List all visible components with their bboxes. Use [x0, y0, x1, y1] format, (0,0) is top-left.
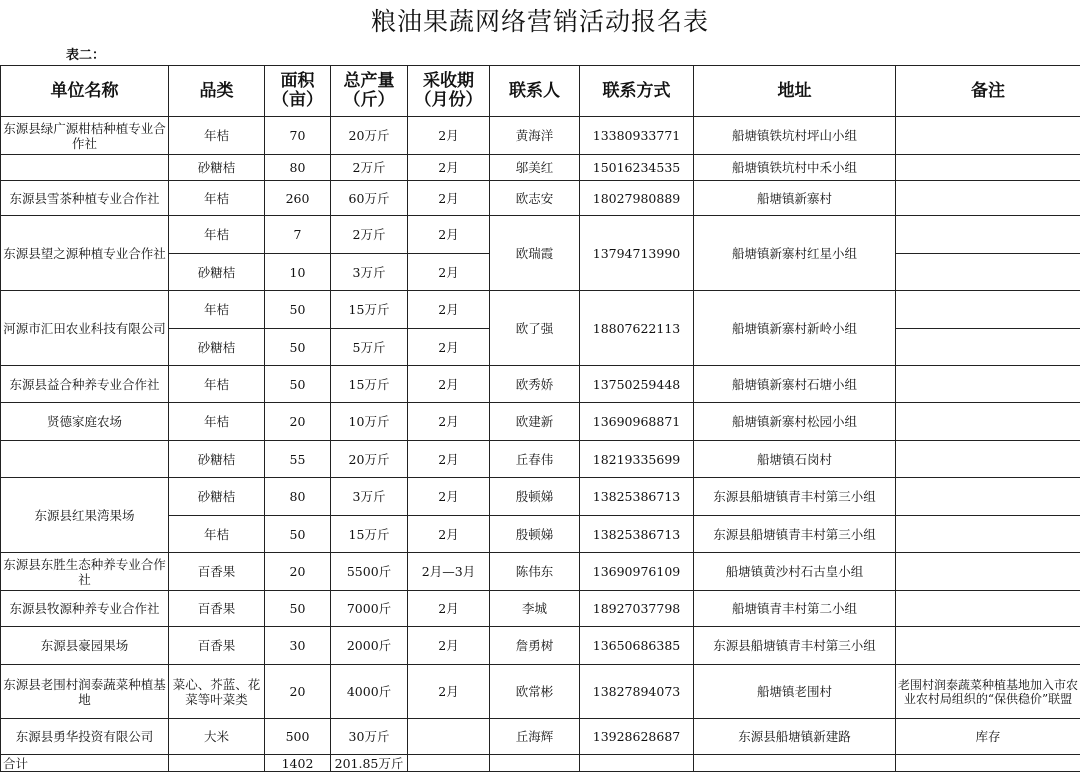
harvest-cell: [408, 719, 490, 755]
remark-cell: 库存: [896, 719, 1080, 755]
remark-cell: 老围村润泰蔬菜种植基地加入市农业农村局组织的“保供稳价”联盟: [896, 665, 1080, 719]
header-remark: 备注: [896, 66, 1080, 117]
harvest-cell: 2月: [408, 291, 490, 329]
harvest-cell: 2月: [408, 216, 490, 254]
unit-cell: 东源县豪园果场: [1, 627, 169, 665]
category-cell: 年桔: [169, 117, 265, 155]
harvest-cell: 2月: [408, 181, 490, 216]
output-cell: 5万斤: [331, 329, 408, 366]
table-row: [1, 441, 1080, 478]
category-cell: 砂糖桔: [169, 155, 265, 181]
table-subtitle: 表二：: [66, 44, 105, 63]
header-harvest: 采收期（月份）: [408, 66, 490, 117]
output-cell: 2000斤: [331, 627, 408, 665]
category-cell: 年桔: [169, 216, 265, 254]
contact-cell: 邬美红: [490, 155, 580, 181]
address-cell: 船塘镇新寨村石塘小组: [694, 366, 896, 403]
table-row: [1, 155, 1080, 181]
table-row: [1, 181, 1080, 216]
output-cell: 15万斤: [331, 516, 408, 553]
remark-cell: [896, 441, 1080, 478]
contact-cell: 丘春伟: [490, 441, 580, 478]
harvest-cell: 2月: [408, 403, 490, 441]
unit-cell: 东源县老围村润泰蔬菜种植基地: [1, 665, 169, 719]
output-cell: 3万斤: [331, 254, 408, 291]
header-unit: 单位名称: [1, 66, 169, 117]
phone-cell: 13928628687: [580, 719, 694, 755]
harvest-cell: 2月: [408, 254, 490, 291]
area-cell: 80: [265, 478, 331, 516]
contact-cell: 殷顿娣: [490, 516, 580, 553]
phone-cell: 13650686385: [580, 627, 694, 665]
unit-cell: 贤德家庭农场: [1, 403, 169, 441]
header-phone: 联系方式: [580, 66, 694, 117]
header-address: 地址: [694, 66, 896, 117]
area-cell: 500: [265, 719, 331, 755]
total-label: 合计: [1, 755, 169, 772]
unit-cell: 东源县红果湾果场: [1, 478, 169, 553]
table-row: [1, 291, 1080, 329]
contact-cell: 欧了强: [490, 291, 580, 366]
output-cell: 4000斤: [331, 665, 408, 719]
remark-cell: [896, 627, 1080, 665]
total-area: 1402: [265, 755, 331, 772]
category-cell: 菜心、芥蓝、花菜等叶菜类: [169, 665, 265, 719]
output-cell: 15万斤: [331, 291, 408, 329]
area-cell: 30: [265, 627, 331, 665]
unit-cell: 河源市汇田农业科技有限公司: [1, 291, 169, 366]
area-cell: 50: [265, 329, 331, 366]
category-cell: 百香果: [169, 627, 265, 665]
remark-cell: [896, 254, 1080, 291]
table-row: [1, 553, 1080, 591]
output-cell: 2万斤: [331, 155, 408, 181]
address-cell: 东源县船塘镇新建路: [694, 719, 896, 755]
total-output: 201.85万斤: [331, 755, 408, 772]
category-cell: 砂糖桔: [169, 254, 265, 291]
area-cell: 50: [265, 291, 331, 329]
remark-cell: [896, 216, 1080, 254]
remark-cell: [896, 516, 1080, 553]
category-cell: 年桔: [169, 291, 265, 329]
contact-cell: 欧志安: [490, 181, 580, 216]
harvest-cell: 2月: [408, 155, 490, 181]
category-cell: 百香果: [169, 591, 265, 627]
contact-cell: 黄海洋: [490, 117, 580, 155]
phone-cell: 15016234535: [580, 155, 694, 181]
table-row: [1, 366, 1080, 403]
harvest-cell: 2月: [408, 366, 490, 403]
harvest-cell: 2月: [408, 591, 490, 627]
area-cell: 10: [265, 254, 331, 291]
page-title: 粮油果蔬网络营销活动报名表: [0, 2, 1080, 38]
unit-cell: [1, 155, 169, 181]
harvest-cell: 2月: [408, 516, 490, 553]
phone-cell: 18807622113: [580, 291, 694, 366]
output-cell: 20万斤: [331, 441, 408, 478]
output-cell: 10万斤: [331, 403, 408, 441]
category-cell: 年桔: [169, 366, 265, 403]
table-row: [1, 591, 1080, 627]
contact-cell: 陈伟东: [490, 553, 580, 591]
header-output: 总产量（斤）: [331, 66, 408, 117]
harvest-cell: 2月: [408, 329, 490, 366]
area-cell: 70: [265, 117, 331, 155]
phone-cell: 18027980889: [580, 181, 694, 216]
unit-cell: 东源县勇华投资有限公司: [1, 719, 169, 755]
unit-cell: 东源县望之源种植专业合作社: [1, 216, 169, 291]
remark-cell: [896, 591, 1080, 627]
phone-cell: 18927037798: [580, 591, 694, 627]
category-cell: 砂糖桔: [169, 329, 265, 366]
harvest-cell: 2月: [408, 627, 490, 665]
phone-cell: 13794713990: [580, 216, 694, 291]
harvest-cell: 2月: [408, 117, 490, 155]
phone-cell: 18219335699: [580, 441, 694, 478]
phone-cell: 13690976109: [580, 553, 694, 591]
area-cell: 50: [265, 516, 331, 553]
address-cell: 船塘镇铁坑村中禾小组: [694, 155, 896, 181]
unit-cell: 东源县雪茶种植专业合作社: [1, 181, 169, 216]
address-cell: 船塘镇石岗村: [694, 441, 896, 478]
address-cell: 东源县船塘镇青丰村第三小组: [694, 627, 896, 665]
table-row: [1, 216, 1080, 254]
remark-cell: [896, 117, 1080, 155]
harvest-cell: 2月: [408, 478, 490, 516]
address-cell: 船塘镇铁坑村坪山小组: [694, 117, 896, 155]
output-cell: 5500斤: [331, 553, 408, 591]
address-cell: 船塘镇黄沙村石古皇小组: [694, 553, 896, 591]
harvest-cell: 2月: [408, 441, 490, 478]
unit-cell: [1, 441, 169, 478]
category-cell: 年桔: [169, 516, 265, 553]
output-cell: 60万斤: [331, 181, 408, 216]
area-cell: 20: [265, 553, 331, 591]
remark-cell: [896, 291, 1080, 329]
header-contact: 联系人: [490, 66, 580, 117]
remark-cell: [896, 403, 1080, 441]
phone-cell: 13825386713: [580, 516, 694, 553]
phone-cell: 13825386713: [580, 478, 694, 516]
address-cell: 船塘镇新寨村松园小组: [694, 403, 896, 441]
category-cell: 大米: [169, 719, 265, 755]
phone-cell: 13380933771: [580, 117, 694, 155]
category-cell: 砂糖桔: [169, 441, 265, 478]
remark-cell: [896, 366, 1080, 403]
harvest-cell: 2月—3月: [408, 553, 490, 591]
unit-cell: 东源县绿广源柑桔种植专业合作社: [1, 117, 169, 155]
registration-table: [0, 65, 1080, 772]
address-cell: 船塘镇青丰村第二小组: [694, 591, 896, 627]
header-category: 品类: [169, 66, 265, 117]
header-area: 面积（亩）: [265, 66, 331, 117]
address-cell: 东源县船塘镇青丰村第三小组: [694, 516, 896, 553]
table-row: [1, 719, 1080, 755]
table-row: [1, 117, 1080, 155]
area-cell: 20: [265, 665, 331, 719]
unit-cell: 东源县益合种养专业合作社: [1, 366, 169, 403]
table-row: [1, 627, 1080, 665]
address-cell: 船塘镇老围村: [694, 665, 896, 719]
output-cell: 3万斤: [331, 478, 408, 516]
area-cell: 50: [265, 366, 331, 403]
phone-cell: 13690968871: [580, 403, 694, 441]
phone-cell: 13827894073: [580, 665, 694, 719]
remark-cell: [896, 329, 1080, 366]
address-cell: 东源县船塘镇青丰村第三小组: [694, 478, 896, 516]
phone-cell: 13750259448: [580, 366, 694, 403]
area-cell: 80: [265, 155, 331, 181]
output-cell: 15万斤: [331, 366, 408, 403]
table-row: [1, 403, 1080, 441]
category-cell: 砂糖桔: [169, 478, 265, 516]
contact-cell: 李城: [490, 591, 580, 627]
remark-cell: [896, 553, 1080, 591]
remark-cell: [896, 181, 1080, 216]
table-row: [1, 665, 1080, 719]
remark-cell: [896, 478, 1080, 516]
remark-cell: [896, 155, 1080, 181]
contact-cell: 欧秀娇: [490, 366, 580, 403]
category-cell: 年桔: [169, 403, 265, 441]
table-row: [1, 478, 1080, 516]
area-cell: 55: [265, 441, 331, 478]
contact-cell: 丘海辉: [490, 719, 580, 755]
contact-cell: 欧建新: [490, 403, 580, 441]
harvest-cell: 2月: [408, 665, 490, 719]
unit-cell: 东源县牧源种养专业合作社: [1, 591, 169, 627]
unit-cell: 东源县东胜生态种养专业合作社: [1, 553, 169, 591]
header-row: [1, 66, 1080, 117]
area-cell: 7: [265, 216, 331, 254]
category-cell: 百香果: [169, 553, 265, 591]
output-cell: 20万斤: [331, 117, 408, 155]
address-cell: 船塘镇新寨村: [694, 181, 896, 216]
contact-cell: 殷顿娣: [490, 478, 580, 516]
output-cell: 30万斤: [331, 719, 408, 755]
category-cell: 年桔: [169, 181, 265, 216]
contact-cell: 欧常彬: [490, 665, 580, 719]
area-cell: 260: [265, 181, 331, 216]
output-cell: 2万斤: [331, 216, 408, 254]
contact-cell: 詹勇树: [490, 627, 580, 665]
address-cell: 船塘镇新寨村新岭小组: [694, 291, 896, 366]
address-cell: 船塘镇新寨村红星小组: [694, 216, 896, 291]
area-cell: 50: [265, 591, 331, 627]
output-cell: 7000斤: [331, 591, 408, 627]
area-cell: 20: [265, 403, 331, 441]
contact-cell: 欧瑞霞: [490, 216, 580, 291]
